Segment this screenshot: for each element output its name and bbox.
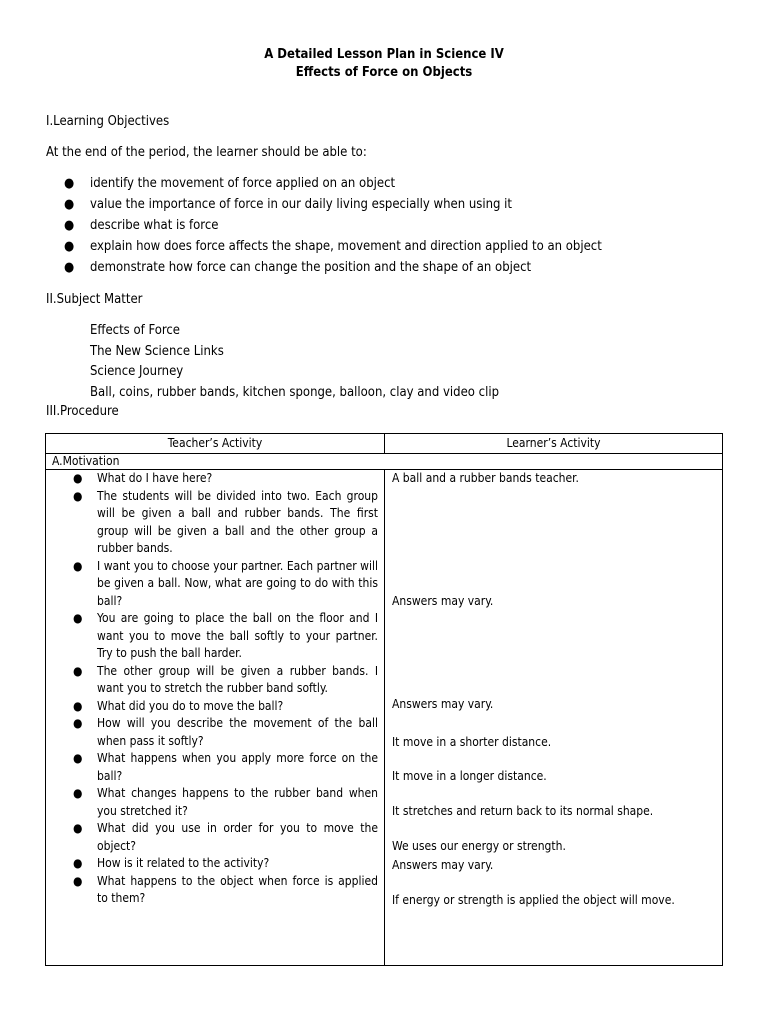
list-item: ● demonstrate how force can change the position and the shape of an object — [64, 260, 532, 275]
bullet-icon: ● — [73, 558, 83, 573]
bullet-icon: ● — [73, 471, 83, 485]
list-item: ● What happens when you apply more force on the ball? — [73, 751, 378, 783]
list-item: Effects of Force — [90, 323, 181, 338]
list-item: ● The students will be divided into two. Each group will be given a ball and rubber bands. The first group will be given a ball and the other group a rubber bands. — [73, 488, 378, 555]
teacher-activity-list — [46, 470, 384, 908]
list-item: Ball, coins, rubber bands, kitchen sponge, balloon, clay and video clip — [90, 384, 500, 400]
bullet-icon: ● — [64, 197, 75, 212]
subject-matter-list — [90, 322, 499, 404]
learner-answer: Answers may vary. — [392, 697, 494, 711]
section-heading-objectives: I.Learning Objectives — [46, 114, 170, 129]
learner-answer: Answers may vary. — [392, 594, 494, 608]
bullet-icon: ● — [64, 176, 75, 191]
list-item: ● What do I have here? — [46, 470, 384, 488]
list-item: ● What happens to the object when force is applied to them? — [73, 873, 378, 905]
section-heading-procedure: III.Procedure — [46, 404, 119, 419]
bullet-icon: ● — [73, 663, 83, 678]
learner-answer: If energy or strength is applied the object will move. — [392, 893, 675, 907]
column-header-learner: Learner’s Activity — [506, 436, 601, 450]
list-item: ● What changes happens to the rubber band when you stretched it? — [73, 786, 378, 818]
bullet-icon: ● — [73, 698, 83, 713]
document-title — [0, 46, 768, 82]
list-item: ● The other group will be given a rubber bands. I want you to stretch the rubber band softly. — [73, 663, 378, 695]
list-item: ● How is it related to the activity? — [46, 855, 384, 873]
bullet-icon: ● — [73, 488, 83, 503]
list-item: The New Science Links — [90, 343, 224, 359]
title-line-1: A Detailed Lesson Plan in Science IV — [264, 47, 504, 62]
bullet-icon: ● — [64, 218, 75, 233]
bullet-icon: ● — [64, 239, 75, 254]
objectives-list — [62, 175, 602, 280]
bullet-icon: ● — [73, 716, 83, 730]
list-item: ● describe what is force — [64, 218, 219, 233]
list-item: ● identify the movement of force applied on an object — [64, 176, 396, 191]
section-heading-subject-matter: II.Subject Matter — [46, 292, 143, 307]
column-divider — [384, 470, 385, 965]
list-item: ● explain how does force affects the shape, movement and direction applied to an object — [64, 239, 602, 254]
title-line-2: Effects of Force on Objects — [295, 65, 473, 80]
learner-answer: A ball and a rubber bands teacher. — [392, 471, 579, 485]
subsection-row-motivation: A.Motivation — [46, 453, 722, 470]
procedure-table — [45, 433, 723, 966]
list-item: Science Journey — [90, 364, 184, 379]
learner-answer: It move in a longer distance. — [392, 769, 547, 783]
bullet-icon: ● — [73, 751, 83, 765]
list-item: ● What did you do to move the ball? — [46, 698, 384, 716]
column-divider — [384, 434, 385, 453]
list-item: ● I want you to choose your partner. Each partner will be given a ball. Now, what are going to do with this ball? — [73, 558, 378, 608]
learner-answer: It move in a shorter distance. — [392, 735, 552, 749]
bullet-icon: ● — [73, 821, 83, 835]
learner-answer: It stretches and return back to its normal shape. — [392, 804, 654, 818]
bullet-icon: ● — [73, 611, 83, 625]
list-item: ● value the importance of force in our daily living especially when using it — [64, 197, 512, 212]
bullet-icon: ● — [64, 260, 75, 275]
list-item: ● How will you describe the movement of the ball when pass it softly? — [73, 716, 378, 748]
bullet-icon: ● — [73, 873, 83, 888]
bullet-icon: ● — [73, 856, 83, 870]
learner-answer: We uses our energy or strength. — [392, 839, 566, 853]
list-item: ● What did you use in order for you to move the object? — [73, 821, 378, 853]
objectives-intro: At the end of the period, the learner should be able to: — [46, 145, 367, 160]
list-item: ● You are going to place the ball on the floor and I want you to move the ball softly to your partner. Try to push the ball harder. — [73, 611, 378, 660]
bullet-icon: ● — [73, 786, 83, 800]
learner-answer: Answers may vary. — [392, 858, 494, 872]
column-header-teacher: Teacher’s Activity — [167, 436, 263, 450]
